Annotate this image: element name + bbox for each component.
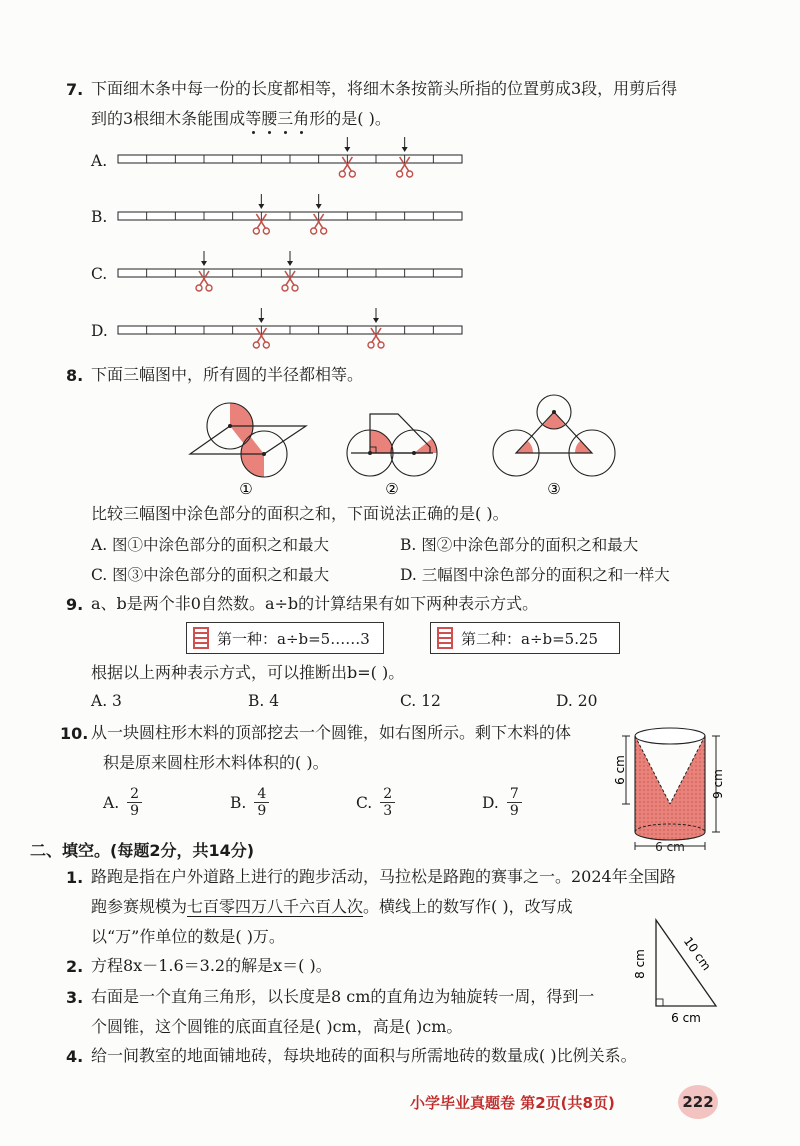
representation-box-1 xyxy=(186,622,384,654)
figure-3-triangle xyxy=(493,395,615,476)
fill-1-line2-start: 跑参赛规模为 xyxy=(91,897,188,916)
option-a-label[interactable]: A. xyxy=(91,152,108,170)
denominator: 3 xyxy=(383,803,393,819)
figure-label-2: ② xyxy=(385,480,399,498)
underlined-number-words: 七百零四万八千六百人次 xyxy=(187,897,364,916)
q8-option-c[interactable]: C. 图③中涂色部分的面积之和最大 xyxy=(91,566,330,584)
footer-text: 小学毕业真题卷 第2页(共8页) xyxy=(410,1094,615,1112)
fill-number-3: 3. xyxy=(66,988,84,1007)
fill-4-text: 给一间教室的地面铺地砖，每块地砖的面积与所需地砖的数量成( )比例关系。 xyxy=(91,1046,637,1065)
representation-1-text: 第一种：a÷b=5……3 xyxy=(217,629,370,648)
wooden-strip xyxy=(118,308,462,348)
q10-option-d[interactable] xyxy=(482,786,522,819)
fraction xyxy=(254,786,269,819)
question-number-7: 7. xyxy=(66,80,84,99)
fill-number-2: 2. xyxy=(66,957,84,976)
dotted-char: 三 xyxy=(277,109,294,128)
wooden-strip xyxy=(118,251,462,291)
question-8-question: 比较三幅图中涂色部分的面积之和，下面说法正确的是( )。 xyxy=(91,504,509,523)
numerator: 4 xyxy=(254,786,269,803)
cone-height-label: 6 cm xyxy=(613,755,627,785)
denominator: 9 xyxy=(130,803,140,819)
denominator: 9 xyxy=(509,803,519,819)
fill-1-line2-end: 。横线上的数写作( )，改写成 xyxy=(363,897,573,916)
numerator: 2 xyxy=(127,786,142,803)
wooden-strips-figure xyxy=(110,130,470,360)
fill-number-1: 1. xyxy=(66,868,84,887)
fill-1-line3: 以“万”作单位的数是( )万。 xyxy=(91,927,285,946)
q9-option-a[interactable]: A. 3 xyxy=(91,692,122,710)
figure-label-3: ③ xyxy=(547,480,561,498)
figure-1-parallelogram xyxy=(190,403,306,477)
diameter-label: 6 cm xyxy=(655,840,685,854)
denominator: 9 xyxy=(257,803,267,819)
question-number-9: 9. xyxy=(66,595,84,614)
question-7-line2-start: 到的3根细木条能围成 xyxy=(91,109,246,128)
q9-option-b[interactable]: B. 4 xyxy=(248,692,280,710)
q8-option-d[interactable]: D. 三幅图中涂色部分的面积之和一样大 xyxy=(400,566,670,584)
q9-option-d[interactable]: D. 20 xyxy=(556,692,598,710)
option-label: D. xyxy=(482,793,499,812)
page-number-badge: 222 xyxy=(678,1085,718,1119)
section-2-title: 二、填空。(每题2分，共14分) xyxy=(30,841,255,860)
question-10-line2: 积是原来圆柱形木料体积的( )。 xyxy=(103,753,329,772)
circles-figures xyxy=(180,390,620,500)
fraction xyxy=(380,786,395,819)
hypotenuse-label: 10 cm xyxy=(680,934,714,974)
dotted-char: 腰 xyxy=(261,109,278,128)
figure-label-1: ① xyxy=(239,480,253,498)
dotted-char: 等 xyxy=(245,109,262,128)
representation-box-2 xyxy=(430,622,620,654)
wooden-strip xyxy=(118,137,462,177)
fraction xyxy=(507,786,522,819)
question-number-8: 8. xyxy=(66,366,84,385)
question-10-line1: 从一块圆柱形木料的顶部挖去一个圆锥，如右图所示。剩下木料的体 xyxy=(91,723,572,742)
dotted-char: 角 xyxy=(293,109,310,128)
question-7-line2-end: 形的是( )。 xyxy=(309,109,391,128)
right-triangle-figure xyxy=(620,912,730,1032)
emphasized-words xyxy=(245,109,309,128)
fill-1-line1: 路跑是指在户外道路上进行的跑步活动，马拉松是路跑的赛事之一。2024年全国路 xyxy=(91,867,676,886)
q8-option-a[interactable]: A. 图①中涂色部分的面积之和最大 xyxy=(91,536,330,554)
cylinder-height-label: 9 cm xyxy=(711,769,725,799)
representation-2-text: 第二种：a÷b=5.25 xyxy=(461,629,599,648)
option-label: A. xyxy=(103,793,120,812)
question-7-line1: 下面细木条中每一份的长度都相等，将细木条按箭头所指的位置剪成3段，用剪后得 xyxy=(91,79,678,98)
q10-option-c[interactable] xyxy=(356,786,395,819)
question-9-stem: a、b是两个非0自然数。a÷b的计算结果有如下两种表示方式。 xyxy=(91,594,539,613)
q10-option-b[interactable] xyxy=(230,786,269,819)
figure-2-trapezoid xyxy=(347,414,437,476)
cylinder-cone-figure xyxy=(606,720,726,860)
strips-group xyxy=(118,137,462,348)
q10-option-a[interactable] xyxy=(103,786,142,819)
numerator: 7 xyxy=(507,786,522,803)
fill-1-line2 xyxy=(91,896,573,918)
fill-3-line1: 右面是一个直角三角形，以长度是8 cm的直角边为轴旋转一周，得到一 xyxy=(91,987,595,1006)
leg-label: 8 cm xyxy=(633,949,647,979)
question-7-line2 xyxy=(91,108,391,130)
fill-2-text: 方程8x－1.6＝3.2的解是x＝( )。 xyxy=(91,956,332,975)
film-strip-icon xyxy=(193,627,209,649)
q8-option-b[interactable]: B. 图②中涂色部分的面积之和最大 xyxy=(400,536,639,554)
option-d-label[interactable]: D. xyxy=(91,322,108,340)
wooden-strip xyxy=(118,194,462,234)
question-9-question: 根据以上两种表示方式，可以推断出b=( )。 xyxy=(91,663,405,682)
option-label: B. xyxy=(230,793,247,812)
film-strip-icon xyxy=(437,627,453,649)
fraction xyxy=(127,786,142,819)
question-number-10: 10. xyxy=(60,724,89,743)
option-label: C. xyxy=(356,793,373,812)
numerator: 2 xyxy=(380,786,395,803)
q9-option-c[interactable]: C. 12 xyxy=(400,692,441,710)
option-c-label[interactable]: C. xyxy=(91,265,108,283)
option-b-label[interactable]: B. xyxy=(91,208,108,226)
base-label: 6 cm xyxy=(671,1011,701,1025)
fill-3-line2: 个圆锥，这个圆锥的底面直径是( )cm，高是( )cm。 xyxy=(91,1017,463,1036)
question-8-stem: 下面三幅图中，所有圆的半径都相等。 xyxy=(91,365,364,384)
fill-number-4: 4. xyxy=(66,1047,84,1066)
